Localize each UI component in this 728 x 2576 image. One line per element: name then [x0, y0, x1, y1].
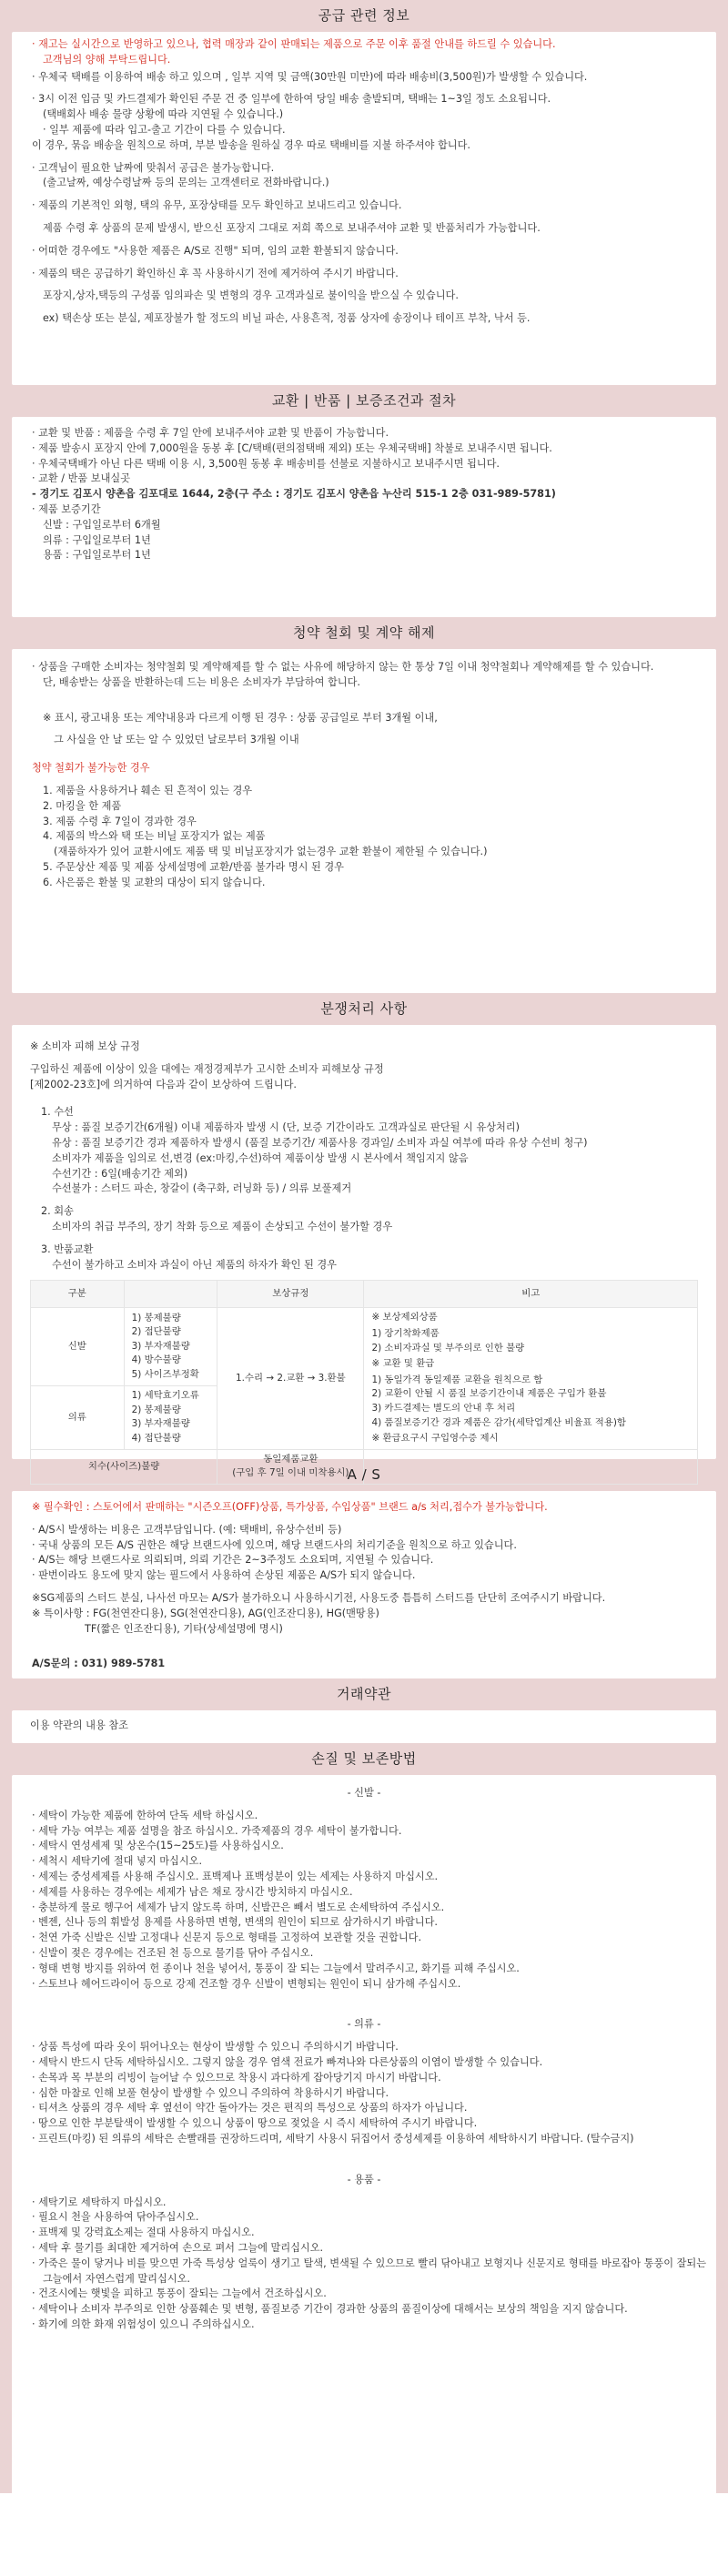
text-line: · 판번이라도 용도에 맞지 않는 필드에서 사용하여 손상된 제품은 A/S가 되지 않습니다.	[32, 1569, 416, 1582]
text-line: · 교환 및 반품 : 제품을 수령 후 7일 안에 보내주셔야 교환 및 반품이 가능합니다.	[32, 427, 389, 439]
table-item: 5) 사이즈부정확	[131, 1369, 199, 1381]
text-line: 3. 반품교환	[41, 1242, 94, 1255]
list-item: 1. 제품을 사용하거나 훼손 된 흔적이 있는 경우	[43, 784, 253, 796]
section-title-washing: 손질 및 보존방법	[311, 1750, 417, 1768]
table-item: 1) 동일가격 동일제품 교환을 원칙으로 함	[371, 1374, 543, 1385]
text-line: 신발 : 구입일로부터 6개월	[43, 518, 161, 531]
table-item: 2) 소비자과실 및 부주의로 인한 불량	[371, 1342, 525, 1354]
list-item: · 티셔츠 상품의 경우 세탁 후 옆선이 약간 돌아가는 것은 편직의 특성으로 상품의 하자가 아닙니다.	[32, 2102, 468, 2115]
washing-section	[0, 1743, 728, 2576]
table-item: 1) 세탁효기오류	[131, 1390, 199, 1402]
table-item: 3) 부자재불량	[131, 1340, 190, 1352]
notice-line: 고객님의 양해 부탁드립니다.	[43, 53, 171, 66]
table-item: ※ 환급요구시 구입영수증 제시	[371, 1433, 499, 1445]
withdrawal-section	[0, 617, 728, 993]
list-item: · 필요시 천을 사용하여 닦아주십시오.	[32, 2211, 199, 2224]
table-header	[124, 1281, 217, 1308]
list-item: · 화기에 의한 화재 위험성이 있으니 주의하십시오.	[32, 2317, 255, 2330]
list-item: 6. 사은품은 환불 및 교환의 대상이 되지 않습니다.	[43, 876, 266, 888]
text-line: 이용 약관의 내용 참조	[30, 1719, 128, 1731]
text-line: 무상 : 품질 보증기간(6개월) 이내 제품하자 발생 시 (단, 보증 기간이라도 고객과실로 판단될 시 유상처리)	[52, 1121, 520, 1134]
section-title-as: A / S	[347, 1466, 381, 1484]
table-item: 3) 부자재불량	[131, 1418, 190, 1430]
text-line: · 제품의 택은 공급하기 확인하신 후 꼭 사용하시기 전에 제거하여 주시기 바랍니다.	[32, 267, 399, 279]
subheading: - 의류 -	[347, 2018, 381, 2031]
text-line: 1. 수선	[41, 1106, 74, 1119]
withdrawal-box	[12, 649, 716, 993]
subheading: 청약 철회가 불가능한 경우	[32, 762, 150, 775]
text-line: · 우체국 택배를 이용하여 배송 하고 있으며 , 일부 지역 및 금액(30만원 미만)에 따라 배송비(3,500원)가 발생할 수 있습니다.	[32, 70, 588, 83]
text-line: (택배회사 배송 물량 상황에 따라 지연될 수 있습니다.)	[43, 108, 284, 121]
subheading: - 신발 -	[347, 1787, 381, 1799]
table-item: ※ 교환 및 환급	[371, 1358, 435, 1370]
list-item: · 세탁시 반드시 단독 세탁하십시오. 그렇지 않을 경우 염색 전료가 빠져나와 다른상품의 이염이 발생할 수 있습니다.	[32, 2055, 543, 2068]
exchange-return-box	[12, 417, 716, 617]
list-item: 4. 제품의 박스와 택 또는 비닐 포장지가 없는 제품	[43, 830, 266, 843]
table-item: 2) 봉제불량	[131, 1404, 181, 1415]
list-item: 2. 마킹을 한 제품	[43, 799, 122, 812]
subheading: - 용품 -	[347, 2173, 381, 2186]
table-header: 보상규정	[217, 1281, 364, 1308]
list-item: · 벤젠, 신나 등의 휘발성 용제를 사용하면 변형, 변색의 원인이 되므로 삼가하시기 바랍니다.	[32, 1916, 438, 1929]
text-line: 이 경우, 묶음 배송을 원칙으로 하며, 부분 발송을 원하실 경우 따로 택배비를 지불 하주셔야 합니다.	[32, 138, 470, 151]
table-cell: 1.수리 → 2.교환 → 3.환불	[217, 1308, 364, 1449]
text-line: (출고날짜, 예상수령날짜 등의 문의는 고객센터로 전화바랍니다.)	[43, 177, 329, 189]
text-line: ※ 표시, 광고내용 또는 계약내용과 다르게 이행 된 경우 : 상품 공급일로 부터 3개월 이내,	[43, 711, 438, 724]
text-line: ※SG제품의 스터드 분실, 나사선 마모는 A/S가 불가하오니 사용하시기전, 사용도중 틈틈히 스터드를 단단히 조여주시기 바랍니다.	[32, 1591, 606, 1604]
text-line: · 제품 보증기간	[32, 502, 101, 515]
as-box	[12, 1491, 716, 1678]
list-item: · 신발이 젖은 경우에는 건조된 천 등으로 물기를 닦아 주십시오.	[32, 1946, 314, 1959]
text-line: TF(짧은 인조잔디용), 기타(상세설명에 명시)	[85, 1622, 283, 1635]
list-item: · 세탁이나 소비자 부주의로 인한 상품훼손 및 변형, 품질보증 기간이 경과한 상품의 품질이상에 대해서는 보상의 책임을 지지 않습니다.	[32, 2303, 628, 2316]
table-item: 2) 접단불량	[131, 1326, 181, 1338]
text-line: 의류 : 구입일로부터 1년	[43, 533, 151, 546]
list-item: (재품하자가 있어 교환시에도 제품 택 및 비닐포장지가 없는경우 교환 환불이 제한될 수 있습니다.)	[54, 846, 488, 858]
text-line: · 제품의 기본적인 외형, 택의 유무, 포장상태를 모두 확인하고 보내드리고 있습니다.	[32, 199, 402, 212]
text-line: ex) 택손상 또는 분실, 제포장불가 할 정도의 비닐 파손, 사용흔적, 정품 상자에 송장이나 테이프 부착, 낙서 등.	[43, 312, 531, 325]
terms-box	[12, 1710, 716, 1743]
text-line: ※ 특이사항 : FG(천연잔디용), SG(천연잔디용), AG(인조잔디용), HG(맨땅용)	[32, 1607, 379, 1619]
text-line: · 일부 제품에 따라 입고-출고 기간이 다를 수 있습니다.	[43, 123, 286, 136]
list-item: · 세탁 가능 여부는 제품 설명을 참조 하십시오. 가죽제품의 경우 세탁이 불가합니다.	[32, 1824, 402, 1837]
list-item: · 세제를 사용하는 경우에는 세제가 남은 채로 장시간 방치하지 마십시오.	[32, 1885, 353, 1898]
as-phone: A/S문의 : 031) 989-5781	[32, 1658, 166, 1670]
list-item: · 천연 가죽 신발은 신발 고정대나 신문지 등으로 형태를 고정하여 보관할 것을 권합니다.	[32, 1932, 422, 1944]
section-title-dispute: 분쟁처리 사항	[320, 1000, 408, 1018]
list-item: · 세탁기로 세탁하지 마십시오.	[32, 2196, 167, 2208]
text-line: 수선불가 : 스터드 파손, 창갈이 (축구화, 러닝화 등) / 의류 보풀제거	[52, 1182, 352, 1195]
table-item: (구입 후 7일 이내 미착용시)	[232, 1467, 349, 1479]
text-line: · 국내 상품의 모든 A/S 권한은 해당 브랜드사에 있으며, 해당 브랜드사의 처리기준을 원칙으로 하고 있습니다.	[32, 1538, 517, 1551]
table-item: 동일제품교환	[263, 1453, 318, 1465]
list-item: · 프린트(마킹) 된 의류의 세탁은 손빨래를 권장하드리며, 세탁기 사용시 뒤집어서 중성세제를 이용하여 세탁하시기 바랍니다. (탈수금지)	[32, 2132, 634, 2145]
text-line: 수선기간 : 6일(배송기간 제외)	[52, 1167, 188, 1180]
supply-info-box	[12, 32, 716, 385]
text-line: 소비자의 취급 부주의, 장기 착화 등으로 제품이 손상되고 수선이 불가할 경우	[52, 1220, 393, 1232]
terms-section	[0, 1678, 728, 1743]
section-title-exchange: 교환 | 반품 | 보증조건과 절차	[271, 392, 457, 410]
section-title-supply: 공급 관련 정보	[318, 7, 410, 25]
table-cell	[124, 1308, 217, 1386]
table-header: 비고	[364, 1281, 698, 1308]
section-title-withdrawal: 청약 철회 및 계약 해제	[293, 624, 435, 642]
compensation-table	[30, 1280, 698, 1485]
text-line: · 어떠한 경우에도 "사용한 제품은 A/S로 진행" 되며, 임의 교환 환불되지 않습니다.	[32, 244, 399, 257]
text-line: [제2002-23호]에 의거하여 다음과 같이 보상하여 드립니다.	[30, 1078, 297, 1090]
list-item: · 세탁시 연성세제 및 상온수(15~25도)를 사용하십시오.	[32, 1840, 284, 1852]
list-item: 5. 주문상산 제품 및 제품 상세설명에 교환/반품 불가라 명시 된 경우	[43, 860, 344, 873]
list-item: · 세탁이 가능한 제품에 한하여 단독 세탁 하십시오.	[32, 1809, 258, 1821]
list-item: · 건조시에는 햇빛을 피하고 통풍이 잘되는 그늘에서 건조하십시오.	[32, 2287, 327, 2300]
text-line: 제품 수령 후 상품의 문제 발생시, 받으신 포장지 그대로 저희 쪽으로 보내주셔야 교환 및 반품처리가 가능합니다.	[43, 221, 541, 234]
list-item: · 심한 마찰로 인해 보풀 현상이 발생할 수 있으니 주의하여 착용하시기 바랍니다.	[32, 2086, 389, 2099]
text-line: · 교환 / 반품 보내실곳	[32, 472, 131, 485]
table-item: 3) 카드결제는 별도의 안내 후 처리	[371, 1403, 516, 1415]
text-line: 수선이 불가하고 소비자 과실이 아닌 제품의 하자가 확인 된 경우	[52, 1258, 337, 1271]
list-item: · 손목과 목 부분의 리빙이 늘어날 수 있으므로 착용시 과다하게 잡아당기지 마시기 바랍니다.	[32, 2071, 441, 2084]
text-line: · A/S시 발생하는 비용은 고객부담입니다. (예: 택배비, 유상수선비 등)	[32, 1523, 342, 1536]
text-line: 그 사실을 안 날 또는 알 수 있었던 날로부터 3개월 이내	[54, 734, 299, 746]
supply-info-section	[0, 0, 728, 385]
as-section	[0, 1459, 728, 1678]
table-item: 1) 봉제불량	[131, 1312, 181, 1323]
list-item: 그늘에서 자연스럽게 말리십시오.	[43, 2272, 190, 2285]
section-title-terms: 거래약관	[337, 1686, 391, 1703]
table-item: 4) 품질보증기간 경과 제품은 감가(세탁업계산 비율표 적용)함	[371, 1416, 626, 1428]
table-header: 구분	[31, 1281, 125, 1308]
return-address: - 경기도 김포시 양촌읍 김포대로 1644, 2층(구 주소 : 경기도 김포시 양촌읍 누산리 515-1 2층 031-989-5781)	[32, 488, 556, 501]
list-item: · 충분하게 물로 헹구어 세제가 남지 않도록 하며, 신발끈은 빼서 별도로 손세탁하여 주십시오.	[32, 1901, 445, 1913]
list-item: · 표백제 및 강력효소제는 절대 사용하지 마십시오.	[32, 2226, 255, 2239]
table-cell	[364, 1308, 698, 1449]
table-cell	[124, 1385, 217, 1449]
list-item: · 세척시 세탁기에 절대 넣지 마십시오.	[32, 1855, 203, 1868]
notice-line: ※ 필수확인 : 스토어에서 판매하는 "시즌오프(OFF)상품, 특가상품, 수입상품" 브랜드 a/s 처리,접수가 불가능합니다.	[32, 1501, 548, 1513]
list-item: · 세제는 중성세제를 사용해 주십시오. 표백제나 표백성분이 있는 세제는 사용하지 마십시오.	[32, 1870, 439, 1882]
list-item: · 가죽은 물이 닿거나 비를 맞으면 가죽 특성상 얼룩이 생기고 탈색, 변색될 수 있으므로 빨리 닦아내고 보형지나 신문지로 형태를 바로잡아 통풍이 잘되는	[32, 2257, 707, 2269]
list-item: 3. 제품 수령 후 7일이 경과한 경우	[43, 815, 197, 827]
text-line: · A/S는 해당 브랜드사로 의뢰되며, 의뢰 기간은 2~3주정도 소요되며, 지연될 수 있습니다.	[32, 1554, 434, 1567]
exchange-return-section	[0, 385, 728, 617]
list-item: · 상품 특성에 따라 옷이 튀어나오는 현상이 발생할 수 있으니 주의하시기 바랍니다.	[32, 2041, 399, 2054]
text-line: ※ 소비자 피해 보상 규정	[30, 1040, 140, 1052]
table-item: 1) 장기착화제품	[371, 1327, 440, 1339]
text-line: · 제품 발송시 포장지 안에 7,000원을 동봉 후 [C/택배(편의점택배 제외) 또는 우체국택배] 착불로 보내주시면 됩니다.	[32, 441, 552, 454]
table-item: 2) 교환이 안될 시 품질 보증기간이내 제품은 구입가 환불	[371, 1388, 607, 1400]
text-line: · 고객님이 필요한 날짜에 맞춰서 공급은 불가능합니다.	[32, 161, 275, 174]
text-line: 유상 : 품질 보증기간 경과 제품하자 발생시 (품질 보증기간/ 제품사용 경과일/ 소비자 과실 여부에 따라 유상 수선비 청구)	[52, 1136, 588, 1149]
table-cell: 신발	[31, 1308, 125, 1386]
list-item: · 형태 변형 방지를 위하여 헌 종이나 천을 넣어서, 통풍이 잘 되는 그늘에서 말려주시고, 화기를 피해 주십시오.	[32, 1962, 520, 1974]
list-item: · 스토브나 헤어드라이어 등으로 강제 건조할 경우 신발이 변형되는 원인이 되니 삼가해 주십시오.	[32, 1977, 461, 1990]
text-line: 포장지,상자,택등의 구성품 임의파손 및 변형의 경우 고객과실로 불이익을 받으실 수 있습니다.	[43, 289, 459, 302]
table-item: 4) 접단불량	[131, 1433, 181, 1444]
table-item: 4) 방수불량	[131, 1354, 181, 1366]
table-item: ※ 보상제외상품	[371, 1312, 438, 1323]
table-cell: 치수(사이즈)불량	[31, 1449, 217, 1484]
text-line: 구입하신 제품에 이상이 있을 대에는 재정경제부가 고시한 소비자 피해보상 규정	[30, 1062, 384, 1075]
notice-line: · 재고는 실시간으로 반영하고 있으나, 협력 매장과 같이 판매되는 제품으로 주문 이후 품절 안내를 하드릴 수 있습니다.	[32, 38, 556, 50]
table-cell	[217, 1449, 364, 1484]
text-line: · 상품을 구매한 소비자는 청약철회 및 계약해제를 할 수 없는 사유에 해당하지 않는 한 통상 7일 이내 청약철회나 계약해제를 할 수 있습니다.	[32, 661, 654, 673]
list-item: · 세탁 후 물기를 최대한 제거하여 손으로 펴서 그늘에 말리십시오.	[32, 2241, 324, 2254]
table-cell: 의류	[31, 1385, 125, 1449]
text-line: · 우체국택배가 아닌 다른 택배 이용 시, 3,500원 동봉 후 배송비를 선불로 지불하시고 보내주시면 됩니다.	[32, 457, 500, 470]
list-item: · 땅으로 인한 부분탈색이 발생할 수 있으니 상품이 땅으로 젖었을 시 즉시 세탁하여 주시기 바랍니다.	[32, 2117, 478, 2130]
text-line: 단, 배송받는 상품을 반환하는데 드는 비용은 소비자가 부담하여 합니다.	[43, 675, 360, 688]
text-line: 소비자가 제품을 임의로 선,변경 (ex:마킹,수선)하여 제품이상 발생 시 본사에서 책임지지 않음	[52, 1151, 469, 1164]
text-line: 용품 : 구입일로부터 1년	[43, 549, 151, 562]
washing-box	[12, 1775, 716, 2576]
text-line: 2. 회송	[41, 1205, 74, 1218]
text-line: · 3시 이전 입금 및 카드결제가 확인된 주문 건 중 일부에 한하여 당일 배송 출발되며, 택배는 1~3일 정도 소요됩니다.	[32, 93, 551, 106]
